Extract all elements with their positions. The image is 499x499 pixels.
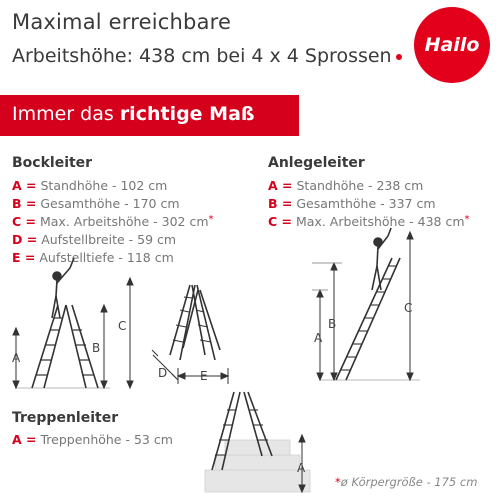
bock-label-a: A (12, 351, 21, 365)
spec-key: B = (268, 196, 293, 211)
anl-label-a: A (314, 331, 323, 345)
hailo-logo-text: Hailo (424, 34, 480, 56)
spec-text: Gesamthöhe - 170 cm (40, 196, 180, 211)
bock-label-d: D (158, 366, 168, 380)
spec-key: A = (12, 432, 37, 447)
spec-text: Gesamthöhe - 337 cm (296, 196, 436, 211)
spec-key: C = (12, 214, 36, 229)
footnote-star: * (208, 214, 214, 225)
spec-text: Aufstellbreite - 59 cm (41, 232, 177, 247)
footnote-star: * (464, 214, 470, 225)
anl-label-c: C (404, 301, 413, 315)
treppe-label-a: A (297, 461, 306, 475)
spec-key: A = (12, 178, 37, 193)
anlegeleiter-title: Anlegeleiter (268, 155, 365, 171)
spec-key: E = (12, 250, 36, 265)
headline-line1: Maximal erreichbare (12, 10, 232, 34)
banner-text-bold: richtige Maß (119, 103, 255, 125)
spec-key: D = (12, 232, 38, 247)
bock-label-c: C (118, 319, 127, 333)
bockleiter-title: Bockleiter (12, 155, 93, 171)
spec-text: Standhöhe - 238 cm (296, 178, 424, 193)
spec-text: Treppenhöhe - 53 cm (40, 432, 173, 447)
headline-line2-text: Arbeitshöhe: 438 cm bei 4 x 4 Sprossen (12, 45, 392, 67)
spec-text: Max. Arbeitshöhe - 438 cm (295, 214, 465, 229)
spec-key: C = (268, 214, 292, 229)
spec-text: Max. Arbeitshöhe - 302 cm (39, 214, 209, 229)
footnote-star: * (335, 475, 341, 489)
footnote-text: ø Körpergröße - 175 cm (340, 475, 478, 489)
spec-text: Aufstelltiefe - 118 cm (39, 250, 174, 265)
banner-text-normal: Immer das (12, 103, 120, 125)
treppenleiter-title: Treppenleiter (12, 410, 119, 426)
bock-label-e: E (200, 369, 208, 383)
bock-label-b: B (92, 341, 101, 355)
spec-key: B = (12, 196, 37, 211)
spec-key: A = (268, 178, 293, 193)
spec-text: Standhöhe - 102 cm (40, 178, 168, 193)
anl-label-b: B (328, 317, 337, 331)
